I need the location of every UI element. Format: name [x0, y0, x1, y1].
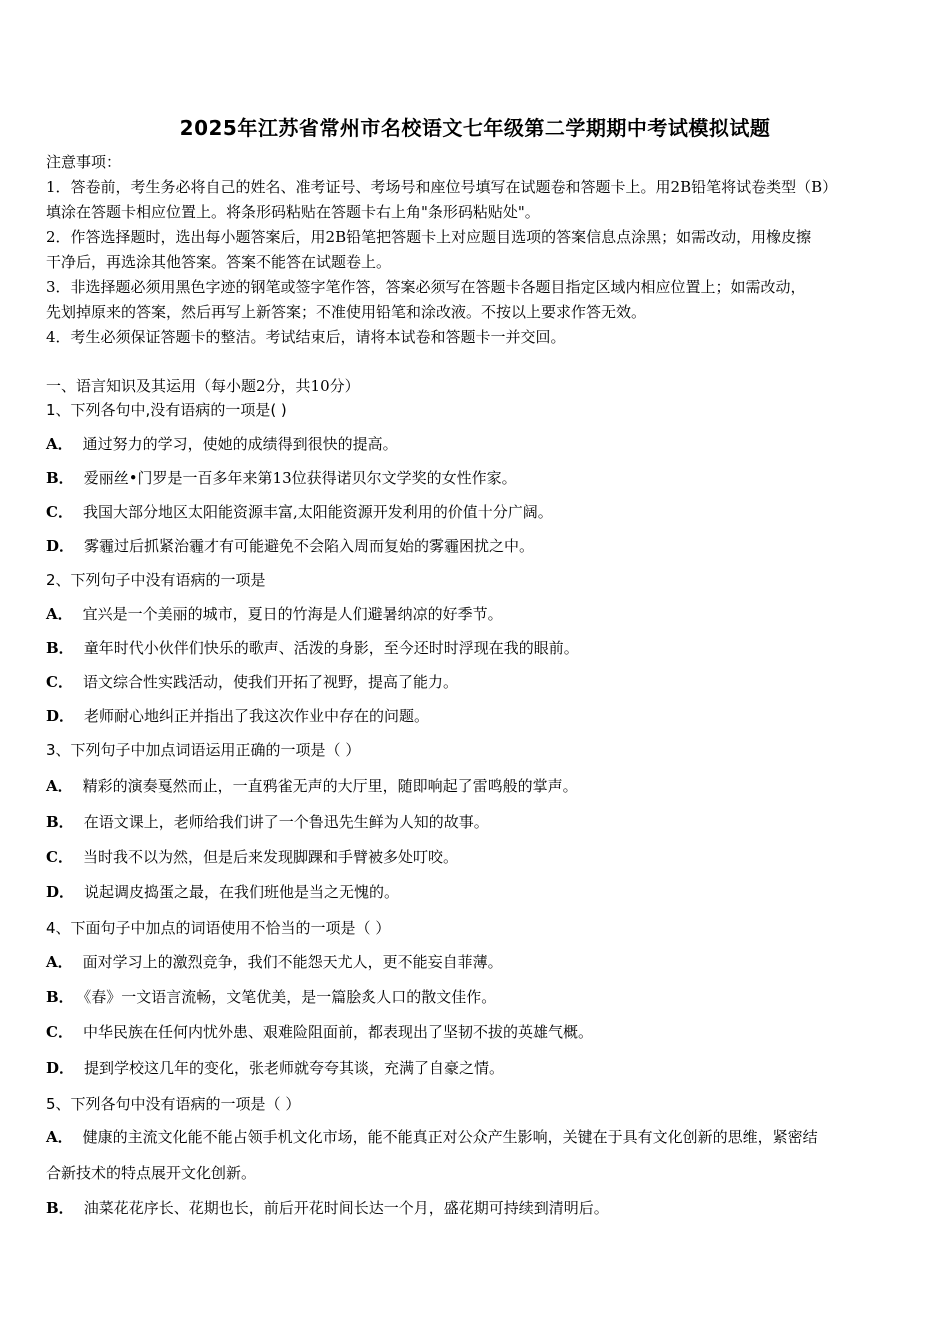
option-row	[46, 847, 908, 867]
option-letter: C．	[46, 1023, 73, 1041]
option-letter: A．	[46, 777, 73, 795]
option-text: 精彩的演奏戛然而止，一直鸦雀无声的大厅里，随即响起了雷鸣般的掌声。	[82, 777, 578, 795]
option-row	[46, 706, 908, 726]
option-text: 《春》一文语言流畅，文笔优美，是一篇脍炙人口的散文佳作。	[83, 988, 497, 1006]
option-letter: A．	[46, 953, 73, 971]
question-stem: 5、下列各句中没有语病的一项是（ ）	[46, 1095, 301, 1113]
question-stem: 2、下列句子中没有语病的一项是	[46, 571, 266, 589]
option-row	[46, 672, 908, 692]
option-text: 在语文课上，老师给我们讲了一个鲁迅先生鲜为人知的故事。	[83, 813, 489, 831]
notice-line: 3．非选择题必须用黑色字迹的钢笔或签字笔作答，答案必须写在答题卡各题目指定区域内相应位置上；如需改动，	[46, 278, 806, 296]
option-row	[46, 1198, 908, 1218]
option-row	[46, 987, 908, 1007]
option-text: 面对学习上的激烈竞争，我们不能怨天尤人，更不能妄自菲薄。	[82, 953, 503, 971]
option-letter: B．	[46, 469, 74, 487]
option-letter: A．	[46, 1128, 73, 1146]
option-text: 童年时代小伙伴们快乐的歌声、活泼的身影，至今还时时浮现在我的眼前。	[83, 639, 579, 657]
option-text: 宜兴是一个美丽的城市，夏日的竹海是人们避暑纳凉的好季节。	[82, 605, 503, 623]
option-letter: B．	[46, 639, 74, 657]
option-text: 油菜花花序长、花期也长，前后开花时间长达一个月，盛花期可持续到清明后。	[83, 1199, 609, 1217]
option-text: 提到学校这几年的变化，张老师就夸夸其谈，充满了自豪之情。	[84, 1059, 505, 1077]
option-row	[46, 1127, 908, 1147]
option-letter: C．	[46, 503, 73, 521]
page-title: 2025年江苏省常州市名校语文七年级第二学期期中考试模拟试题	[179, 116, 771, 140]
option-letter: B．	[46, 988, 74, 1006]
notice-line: 填涂在答题卡相应位置上。将条形码粘贴在答题卡右上角"条形码粘贴处"。	[46, 203, 540, 221]
option-letter: D．	[46, 537, 75, 555]
option-text: 雾霾过后抓紧治霾才有可能避免不会陷入周而复始的雾霾困扰之中。	[84, 537, 535, 555]
option-text: 合新技术的特点展开文化创新。	[46, 1164, 257, 1182]
option-letter: A．	[46, 435, 73, 453]
option-letter: B．	[46, 813, 74, 831]
option-row	[46, 776, 908, 796]
notice-heading: 注意事项：	[46, 153, 122, 171]
option-row	[46, 882, 908, 902]
option-letter: B．	[46, 1199, 74, 1217]
option-text: 爱丽丝•门罗是一百多年来第13位获得诺贝尔文学奖的女性作家。	[83, 469, 517, 487]
option-letter: C．	[46, 673, 73, 691]
option-row	[46, 1058, 908, 1078]
option-row	[46, 1022, 908, 1042]
option-letter: D．	[46, 1059, 75, 1077]
option-text: 健康的主流文化能不能占领手机文化市场，能不能真正对公众产生影响，关键在于具有文化创新的思维，紧密结	[82, 1128, 818, 1146]
option-letter: D．	[46, 883, 75, 901]
notice-line: 先划掉原来的答案，然后再写上新答案；不准使用铅笔和涂改液。不按以上要求作答无效。	[46, 303, 647, 321]
option-letter: C．	[46, 848, 73, 866]
option-letter: A．	[46, 605, 73, 623]
option-text: 我国大部分地区太阳能资源丰富,太阳能资源开发利用的价值十分广阔。	[82, 503, 553, 521]
option-letter: D．	[46, 707, 75, 725]
option-row	[46, 536, 908, 556]
option-row	[46, 952, 908, 972]
option-text: 中华民族在任何内忧外患、艰难险阻面前，都表现出了坚韧不拔的英雄气概。	[82, 1023, 593, 1041]
section-heading: 一、语言知识及其运用（每小题2分，共10分）	[46, 377, 360, 395]
notice-line: 干净后，再选涂其他答案。答案不能答在试题卷上。	[46, 253, 392, 271]
option-text: 通过努力的学习，使她的成绩得到很快的提高。	[82, 435, 398, 453]
option-row	[46, 434, 908, 454]
option-text: 说起调皮捣蛋之最，在我们班他是当之无愧的。	[84, 883, 400, 901]
question-stem: 4、下面句子中加点的词语使用不恰当的一项是（ ）	[46, 919, 391, 937]
option-row	[46, 604, 908, 624]
question-stem: 1、下列各句中,没有语病的一项是( )	[46, 401, 287, 419]
option-text: 老师耐心地纠正并指出了我这次作业中存在的问题。	[84, 707, 430, 725]
notice-line: 2．作答选择题时，选出每小题答案后，用2B铅笔把答题卡上对应题目选项的答案信息点涂黑；如需改动，用橡皮擦	[46, 228, 812, 246]
notice-line: 4．考生必须保证答题卡的整洁。考试结束后，请将本试卷和答题卡一并交回。	[46, 328, 566, 346]
option-text: 语文综合性实践活动，使我们开拓了视野，提高了能力。	[82, 673, 458, 691]
option-row	[46, 638, 908, 658]
option-row	[46, 812, 908, 832]
option-row	[46, 468, 908, 488]
notice-line: 1．答卷前，考生务必将自己的姓名、准考证号、考场号和座位号填写在试题卷和答题卡上。用2B铅笔将试卷类型（B）	[46, 178, 838, 196]
option-continuation	[46, 1163, 908, 1183]
option-text: 当时我不以为然，但是后来发现脚踝和手臂被多处叮咬。	[82, 848, 458, 866]
option-row	[46, 502, 908, 522]
question-stem: 3、下列句子中加点词语运用正确的一项是（ ）	[46, 741, 361, 759]
